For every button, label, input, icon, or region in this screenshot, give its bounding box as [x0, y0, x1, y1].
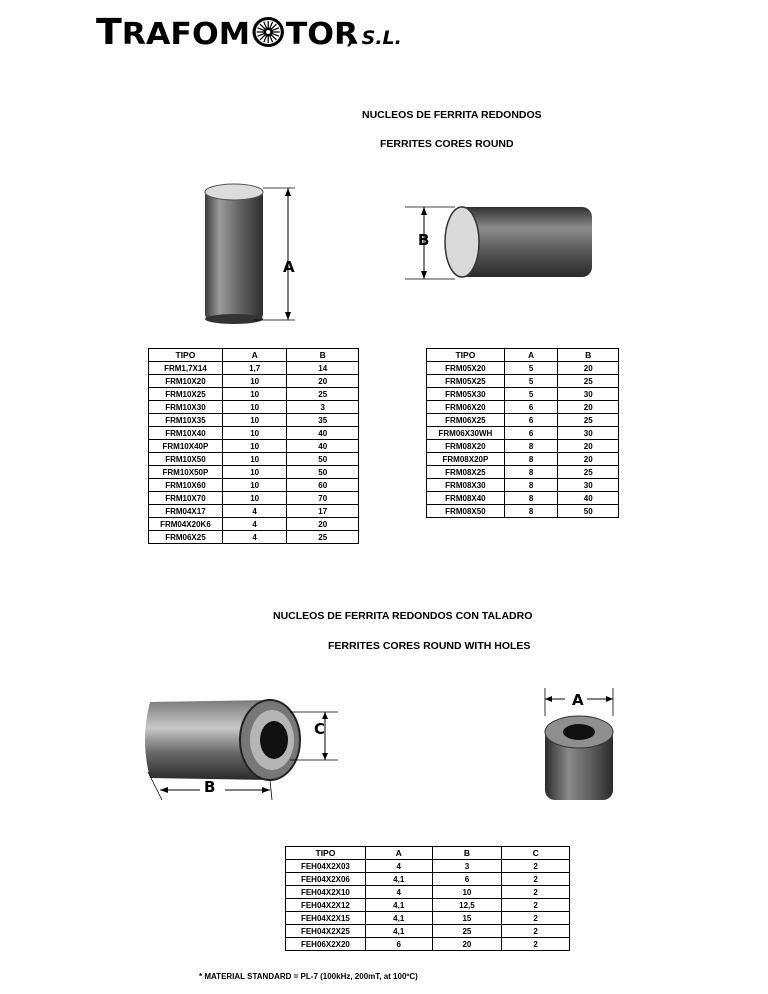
cell-value: 6: [504, 427, 558, 440]
table-row: [149, 479, 359, 492]
cell-value: 5: [504, 375, 558, 388]
ferrite-rod-horizontal-image: [400, 195, 600, 287]
cell-value: 14: [287, 362, 359, 375]
section2-title-en: FERRITES CORES ROUND WITH HOLES: [328, 640, 531, 652]
cell-tipo: FEH04X2X03: [286, 860, 366, 873]
logo-text-part1: RAFOM: [121, 16, 251, 52]
cell-tipo: FRM08X30: [427, 479, 505, 492]
cell-value: 4: [222, 505, 287, 518]
cell-value: 10: [222, 375, 287, 388]
cell-tipo: FRM10X40: [149, 427, 223, 440]
frm-table-left: [148, 348, 359, 544]
cell-value: 4: [365, 860, 432, 873]
table-row: [427, 362, 619, 375]
cell-value: 10: [432, 886, 502, 899]
cell-value: 50: [287, 466, 359, 479]
table-row: [149, 440, 359, 453]
section1-title-es: NUCLEOS DE FERRITA REDONDOS: [362, 109, 542, 121]
cell-tipo: FRM06X20: [427, 401, 505, 414]
cell-value: 20: [558, 440, 619, 453]
cell-tipo: FEH04X2X12: [286, 899, 366, 912]
header-c: C: [502, 847, 570, 860]
cell-tipo: FRM06X25: [149, 531, 223, 544]
cell-value: 2: [502, 886, 570, 899]
logo-first-letter: T: [96, 11, 122, 53]
logo-text-part2: TOR: [285, 16, 359, 52]
ferrite-rod-image: [195, 180, 305, 330]
cell-tipo: FRM10X50: [149, 453, 223, 466]
cell-value: 8: [504, 440, 558, 453]
table-row: [286, 873, 570, 886]
company-logo: [96, 12, 402, 52]
table-row: [427, 388, 619, 401]
section1-title-en: FERRITES CORES ROUND: [380, 138, 514, 150]
cell-value: 8: [504, 492, 558, 505]
cell-value: 3: [287, 401, 359, 414]
header-tipo: TIPO: [149, 349, 223, 362]
cell-value: 10: [222, 440, 287, 453]
cell-value: 2: [502, 899, 570, 912]
cell-tipo: FRM05X20: [427, 362, 505, 375]
dimension-a-label-2: A: [572, 691, 584, 709]
cell-value: 30: [558, 479, 619, 492]
cell-value: 25: [432, 925, 502, 938]
cell-value: 40: [287, 440, 359, 453]
table-row: [149, 427, 359, 440]
cell-value: 20: [432, 938, 502, 951]
cell-value: 2: [502, 938, 570, 951]
table-row: [149, 401, 359, 414]
cell-tipo: FRM08X50: [427, 505, 505, 518]
cell-value: 3: [432, 860, 502, 873]
cell-value: 6: [504, 414, 558, 427]
cell-value: 50: [558, 505, 619, 518]
cell-value: 10: [222, 401, 287, 414]
table-row: [149, 375, 359, 388]
cell-value: 30: [558, 388, 619, 401]
header-tipo: TIPO: [427, 349, 505, 362]
cell-value: 20: [287, 375, 359, 388]
table-row: [286, 938, 570, 951]
cell-value: 10: [222, 466, 287, 479]
cell-value: 17: [287, 505, 359, 518]
cell-tipo: FRM06X30WH: [427, 427, 505, 440]
cell-value: 1,7: [222, 362, 287, 375]
table-row: [286, 912, 570, 925]
cell-value: 35: [287, 414, 359, 427]
cell-tipo: FRM05X30: [427, 388, 505, 401]
cell-value: 4,1: [365, 912, 432, 925]
cell-tipo: FRM08X40: [427, 492, 505, 505]
cell-value: 12,5: [432, 899, 502, 912]
cell-value: 8: [504, 466, 558, 479]
cell-value: 2: [502, 912, 570, 925]
table-row: [427, 414, 619, 427]
cell-tipo: FRM10X35: [149, 414, 223, 427]
cell-tipo: FRM10X40P: [149, 440, 223, 453]
table-row: [286, 886, 570, 899]
cell-value: 25: [558, 414, 619, 427]
cell-value: 8: [504, 453, 558, 466]
cell-value: 25: [558, 466, 619, 479]
table-row: [149, 414, 359, 427]
cell-value: 20: [287, 518, 359, 531]
cell-value: 4,1: [365, 925, 432, 938]
cell-value: 30: [558, 427, 619, 440]
dimension-c-label: C: [314, 720, 326, 738]
table-row: [149, 531, 359, 544]
cell-value: 2: [502, 873, 570, 886]
cell-value: 20: [558, 453, 619, 466]
cell-tipo: FEH04X2X10: [286, 886, 366, 899]
cell-value: 8: [504, 505, 558, 518]
cell-value: 50: [287, 453, 359, 466]
table-row: [149, 388, 359, 401]
cell-value: 4: [222, 518, 287, 531]
cell-value: 10: [222, 414, 287, 427]
cell-tipo: FEH04X2X25: [286, 925, 366, 938]
table-row: [149, 505, 359, 518]
cell-value: 10: [222, 453, 287, 466]
header-b: B: [287, 349, 359, 362]
cell-value: 10: [222, 427, 287, 440]
cell-value: 6: [365, 938, 432, 951]
table-row: [427, 466, 619, 479]
cell-tipo: FEH04X2X15: [286, 912, 366, 925]
dimension-b-label: B: [418, 231, 430, 249]
header-a: A: [504, 349, 558, 362]
cell-value: 25: [287, 388, 359, 401]
cell-value: 4,1: [365, 873, 432, 886]
cell-tipo: FRM08X25: [427, 466, 505, 479]
table-row: [427, 492, 619, 505]
cell-value: 70: [287, 492, 359, 505]
cell-value: 2: [502, 860, 570, 873]
gear-wheel-icon: [251, 16, 285, 48]
header-b: B: [558, 349, 619, 362]
cell-value: 20: [558, 362, 619, 375]
cell-tipo: FEH04X2X06: [286, 873, 366, 886]
cell-tipo: FRM10X20: [149, 375, 223, 388]
cell-tipo: FRM10X30: [149, 401, 223, 414]
header-tipo: TIPO: [286, 847, 366, 860]
table-row: [427, 401, 619, 414]
cell-value: 15: [432, 912, 502, 925]
dimension-a-label: A: [283, 258, 295, 276]
cell-value: 4,1: [365, 899, 432, 912]
cell-value: 5: [504, 362, 558, 375]
cell-value: 60: [287, 479, 359, 492]
table-row: [427, 479, 619, 492]
cell-value: 40: [287, 427, 359, 440]
cell-tipo: FRM06X25: [427, 414, 505, 427]
cell-value: 25: [558, 375, 619, 388]
table-row: [427, 505, 619, 518]
cell-value: 6: [432, 873, 502, 886]
cell-tipo: FRM04X20K6: [149, 518, 223, 531]
header-a: A: [222, 349, 287, 362]
table-header-row: [427, 349, 619, 362]
cell-value: 25: [287, 531, 359, 544]
table-row: [427, 453, 619, 466]
table-row: [149, 466, 359, 479]
header-a: A: [365, 847, 432, 860]
cell-value: 10: [222, 479, 287, 492]
cell-tipo: FRM1,7X14: [149, 362, 223, 375]
cell-value: 4: [365, 886, 432, 899]
cell-value: 2: [502, 925, 570, 938]
cell-tipo: FRM10X50P: [149, 466, 223, 479]
cell-value: 10: [222, 388, 287, 401]
material-footnote: * MATERIAL STANDARD = PL-7 (100kHz, 200mT, at 100ºC): [199, 972, 418, 981]
cell-value: 10: [222, 492, 287, 505]
table-row: [149, 518, 359, 531]
cell-value: 6: [504, 401, 558, 414]
table-row: [427, 427, 619, 440]
table-row: [149, 492, 359, 505]
frm-table-right: [426, 348, 619, 518]
cell-tipo: FRM04X17: [149, 505, 223, 518]
table-row: [149, 453, 359, 466]
dimension-b-label-2: B: [204, 778, 216, 796]
table-row: [286, 860, 570, 873]
table-row: [427, 440, 619, 453]
table-row: [286, 925, 570, 938]
cell-tipo: FEH06X2X20: [286, 938, 366, 951]
cell-value: 5: [504, 388, 558, 401]
feh-table: [285, 846, 570, 951]
cell-value: 40: [558, 492, 619, 505]
header-b: B: [432, 847, 502, 860]
cell-tipo: FRM10X70: [149, 492, 223, 505]
section2-title-es: NUCLEOS DE FERRITA REDONDOS CON TALADRO: [273, 610, 533, 622]
cell-tipo: FRM10X60: [149, 479, 223, 492]
table-row: [427, 375, 619, 388]
logo-suffix: , S.L.: [347, 27, 402, 49]
table-header-row: [286, 847, 570, 860]
table-row: [286, 899, 570, 912]
table-row: [149, 362, 359, 375]
table-header-row: [149, 349, 359, 362]
cell-tipo: FRM10X25: [149, 388, 223, 401]
cell-value: 8: [504, 479, 558, 492]
cell-tipo: FRM08X20: [427, 440, 505, 453]
cell-value: 20: [558, 401, 619, 414]
cell-tipo: FRM08X20P: [427, 453, 505, 466]
cell-tipo: FRM05X25: [427, 375, 505, 388]
cell-value: 4: [222, 531, 287, 544]
